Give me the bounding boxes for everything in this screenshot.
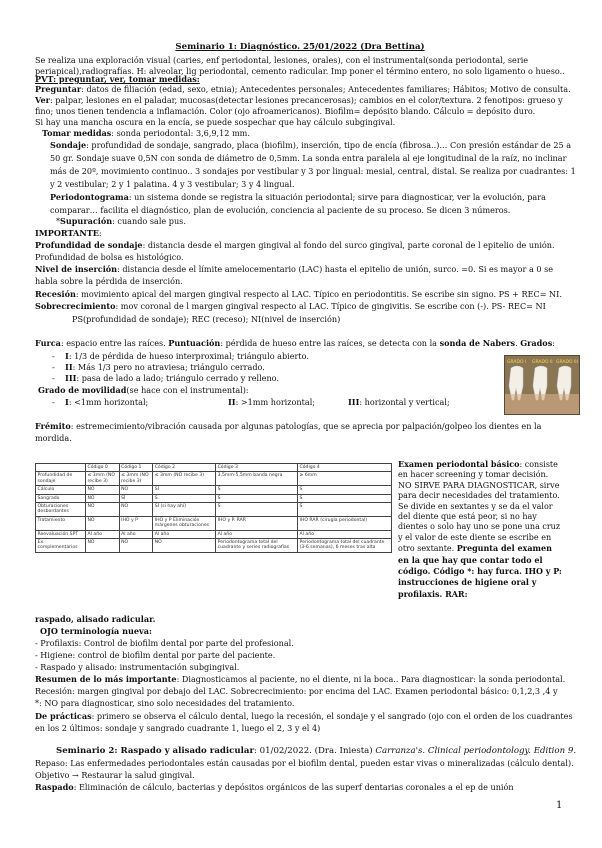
- table-cell: Al año: [216, 530, 298, 538]
- grado-1-label: GRADO I: [507, 360, 527, 365]
- table-cell: NO: [119, 486, 153, 494]
- table-cell: [36, 464, 86, 472]
- table-cell: Tratamiento: [36, 516, 86, 530]
- table-cell: NO: [86, 539, 120, 553]
- pvt-ver-line-2: fino; unos tienen tendencia a inflamación. Color (ojo afroamericanos). Biofilm= depósito blando. Cálculo = depósito duro.: [35, 106, 536, 116]
- table-cell: SÍ: [119, 494, 153, 502]
- table-cell: ≥ 6mm: [298, 472, 392, 486]
- table-cell: S: [298, 494, 392, 502]
- pvt-medidas: Tomar medidas: sonda periodontal: 3,6,9,12 mm.: [42, 128, 250, 138]
- table-cell: Código 4: [298, 464, 392, 472]
- pvt-sondaje: Sondaje: profundidad de sondaje, sangrado, placa (biofilm), inserción, tipo de encía (fibrosa..)… Con presión estándar de 25 a: [50, 140, 572, 150]
- table-cell: S: [298, 503, 392, 517]
- table-row: [36, 516, 392, 530]
- table-cell: Código 0: [86, 464, 120, 472]
- table-cell: Código 2: [153, 464, 216, 472]
- repaso-line-1: Repaso: Las enfermedades periodontales están causadas por el biofilm dental, pueden estar vivas o mineralizadas (cálculo dental).: [35, 758, 574, 768]
- table-cell: Al año: [298, 530, 392, 538]
- practicas: De prácticas: primero se observa el cálculo dental, luego la recesión, el sondaje y el sangrado (ojo con el orden de los cuadrantes: [35, 711, 573, 721]
- terminologia-heading: OJO terminología nueva:: [40, 626, 152, 636]
- table-cell: NO: [86, 516, 120, 530]
- movilidad: Grado de movilidad(se hace con el instrumental):: [38, 385, 249, 395]
- table-cell: Profundidad de sondaje: [36, 472, 86, 486]
- pvt-periodontograma-line-2: comparar… facilita el diagnóstico, plan de evolución, conciencia al paciente de su proceso. Se dicen 3 números.: [50, 205, 511, 215]
- table-cell: Al año: [119, 530, 153, 538]
- pvt-ver-line-3: Si hay una mancha oscura en la encía, se puede sospechar que hay cálculo subgingival.: [35, 117, 396, 127]
- fremito: Frémito: estremecimiento/vibración causada por algunas patologías, que se aprecia por palpación/golpeo los dientes en la: [35, 421, 542, 431]
- seminario-2-title: Seminario 2: Raspado y alisado radicular: 01/02/2022. (Dra. Iniesta) Carranza's. Clinical periodontology. Edition 9.: [56, 746, 577, 756]
- table-cell: Sangrado: [36, 494, 86, 502]
- teeth-illustration: [505, 356, 579, 414]
- pvt-ver: Ver: palpar, lesiones en el paladar, mucosas(detectar lesiones precancerosas); cambios en el color/textura. 2 fenotipos: grueso y: [35, 95, 563, 105]
- table-cell: Código 3: [216, 464, 298, 472]
- table-cell: IHO y P Eliminación márgenes obturaciones: [153, 516, 216, 530]
- table-cell: ≤ 3mm (NO recibe 3): [86, 472, 120, 486]
- table-cell: Código 1: [119, 464, 153, 472]
- furca-grado-2: - II: Más 1/3 pero no atraviesa; triángulo cerrado.: [52, 362, 265, 372]
- importante-heading: IMPORTANTE:: [35, 228, 102, 238]
- furcation-grades-image: [504, 355, 580, 415]
- nivel-insercion: Nivel de inserción: distancia desde el límite amelocementario (LAC) hasta el epitelio de unión, surco. =0. Si es mayor a 0 se: [35, 264, 554, 274]
- table-cell: Obturaciones desbordantes: [36, 503, 86, 517]
- raspado-definition: Raspado: Eliminación de cálculo, bacterias y depósitos orgánicos de las superf dentarias coronales a el ep de unión: [35, 782, 514, 792]
- table-cell: IHO y P. RAR: [216, 516, 298, 530]
- table-cell: SÍ: [153, 486, 216, 494]
- grado-3-label: GRADO III: [556, 360, 578, 365]
- table-cell: Cálculo: [36, 486, 86, 494]
- profundidad-sondaje: Profundidad de sondaje: distancia desde el margen gingival al fondo del surco gingival, parte coronal de l epitelio de unión.: [35, 240, 555, 250]
- table-cell: NO: [119, 503, 153, 517]
- table-cell: ≤ 3mm (NO recibe 3): [153, 472, 216, 486]
- pvt-preguntar: Preguntar: datos de filiación (edad, sexo, etnia); Antecedentes personales; Antecedentes familiares; Hábitos; Motivo de consulta.: [35, 84, 571, 94]
- table-cell: IHO y P: [119, 516, 153, 530]
- profundidad-line-2: Profundidad de bolsa es histológico.: [35, 252, 184, 262]
- resumen-line-3: *: NO para diagnosticar, sino solo necesidades del tratamiento.: [35, 698, 295, 708]
- examen-text: : consiste en hacer screening y tomar decisión. NO SIRVE PARA DIAGNOSTICAR, sirve para decir necesidades del tratamiento. Se divide en sextantes y se da el valor del diente que está peor, si no hay dientes o solo hay uno se pone una cruz y el valor de este diente se escribe en otro sextante.: [398, 460, 561, 554]
- table-cell: 3,5mm-5,5mm banda negra: [216, 472, 298, 486]
- table-cell: SÍ (si hay ahí): [153, 503, 216, 517]
- terminologia-item-1: - Profilaxis: Control de biofilm dental por parte del profesional.: [35, 638, 294, 648]
- table-cell: ≤ 3mm (NO recibe 3): [119, 472, 153, 486]
- table-cell: S: [153, 494, 216, 502]
- table-cell: S: [216, 503, 298, 517]
- side-notes: [398, 459, 564, 600]
- page-number: 1: [556, 800, 563, 811]
- table-row: [36, 472, 392, 486]
- pvt-sondaje-line-4: y 2 vestibular; 2 y 1 palatina. 4 y 3 vestibular; 3 y 4 lingual.: [50, 179, 295, 189]
- pvt-sondaje-line-3: más de 20º, movimiento continuo.. 3 sondajes por vestibular y 3 por lingual: mesial, central, distal. Se realiza por cuadrantes: 1: [50, 166, 576, 176]
- table-cell: NO: [86, 494, 120, 502]
- resumen: Resumen de lo más importante: Diagnosticamos al paciente, no el diente, ni la boca.. Para diagnosticar: la sonda periodontal.: [35, 674, 566, 684]
- table-cell: S: [216, 486, 298, 494]
- movilidad-grados: - I: <1mm horizontal; II: >1mm horizontal; III: horizontal y vertical;: [52, 397, 450, 407]
- terminologia-item-2: - Higiene: control de biofilm dental por parte del paciente.: [35, 650, 276, 660]
- terminologia-item-3: - Raspado y alisado: instrumentación subgingival.: [35, 662, 240, 672]
- intro-line-2: periapical),radiografías. H: alveolar, lig periodontal, cemento radicular. Imp poner el término entero, no solo ligamento o hueso..: [35, 66, 565, 76]
- pvt-supuracion: *Supuración: cuando sale pus.: [56, 216, 186, 226]
- practicas-line-2: en los 2 últimos: sondaje y sangrado cuadrante 1, luego el 2, 3 y el 4): [35, 723, 321, 733]
- table-cell: NO: [153, 539, 216, 553]
- table-cell: NO: [86, 503, 120, 517]
- pvt-heading: PVT: preguntar, ver, tomar medidas:: [35, 74, 200, 84]
- table-cell: Ex. complementarios: [36, 539, 86, 553]
- resumen-line-2: Recesión: margen gingival por debajo del LAC. Sobrecrecimiento: por encima del LAC. Examen periodontal básico: 0,1,2,3 ,4 y: [35, 686, 558, 696]
- page-title: Seminario 1: Diagnóstico. 25/01/2022 (Dra Bettina): [175, 42, 425, 52]
- nivel-insercion-line-2: habla sobre la pérdida de inserción.: [35, 276, 183, 286]
- intro-line-1: Se realiza una exploración visual (caries, enf periodontal, lesiones, orales), con el instrumental(sonda periodontal, serie: [35, 55, 529, 65]
- table-row: [36, 530, 392, 538]
- pvt-periodontograma: Periodontograma: un sistema donde se registra la situación periodontal; sirve para diagnosticar, ver la evolución, para: [50, 192, 546, 202]
- table-cell: Periodontograma total del cuadrante (3-6 semanas), 6 meses tras alta: [298, 539, 392, 553]
- table-row: [36, 494, 392, 502]
- table-cell: Reevaluación SPT: [36, 530, 86, 538]
- pregunta-text: Pregunta del examen en la que hay que contar todo el código. Código *: hay furca. IHO y P: instrucciones de higiene oral y profilaxis. RAR:: [398, 543, 562, 599]
- grado-2-label: GRADO II: [532, 360, 553, 365]
- raspado-line: raspado, alisado radicular.: [35, 614, 156, 624]
- table-cell: S: [298, 486, 392, 494]
- sobrecrecimiento-line-2: PS(profundidad de sondaje); REC (receso); NI(nivel de inserción): [72, 314, 341, 324]
- furca-grado-3: - III: pasa de lado a lado; triángulo cerrado y relleno.: [52, 373, 279, 383]
- table-cell: NO: [119, 539, 153, 553]
- recesion: Recesión: movimiento apical del margen gingival respecto al LAC. Típico en periodontitis. Se escribe sin signo. PS + REC= NI.: [35, 289, 562, 299]
- table-header-row: [36, 464, 392, 472]
- repaso-line-2: Objetivo → Restaurar la salud gingival.: [35, 770, 195, 780]
- table-row: [36, 486, 392, 494]
- table-cell: Al año: [153, 530, 216, 538]
- table-cell: Al año: [86, 530, 120, 538]
- table-row: [36, 539, 392, 553]
- table-row: [36, 503, 392, 517]
- table-cell: IHO RAR (cirugía periodontal): [298, 516, 392, 530]
- periodontal-exam-table: [35, 463, 392, 553]
- furca-grado-1: - I: 1/3 de pérdida de hueso interproximal; triángulo abierto.: [52, 351, 309, 361]
- table-cell: NO: [86, 486, 120, 494]
- pvt-sondaje-line-2: 50 gr. Sondaje suave 0,5N con sonda de diámetro de 0,5mm. La sonda entra paralela al eje longitudinal de la raíz, no inclinar: [50, 153, 567, 163]
- table-cell: S: [216, 494, 298, 502]
- furca: Furca: espacio entre las raíces. Puntuación: pérdida de hueso entre las raíces, se detecta con la sonda de Nabers. Grados:: [35, 338, 555, 348]
- sobrecrecimiento: Sobrecrecimiento: mov coronal de l margen gingival respecto al LAC. Típico de gingivitis. Se escribe con (-). PS- REC= NI: [35, 301, 546, 311]
- fremito-line-2: mordida.: [35, 433, 72, 443]
- table-cell: Periodontograma total del cuadrante y series radiografías: [216, 539, 298, 553]
- examen-label: Examen periodontal básico: [398, 459, 520, 469]
